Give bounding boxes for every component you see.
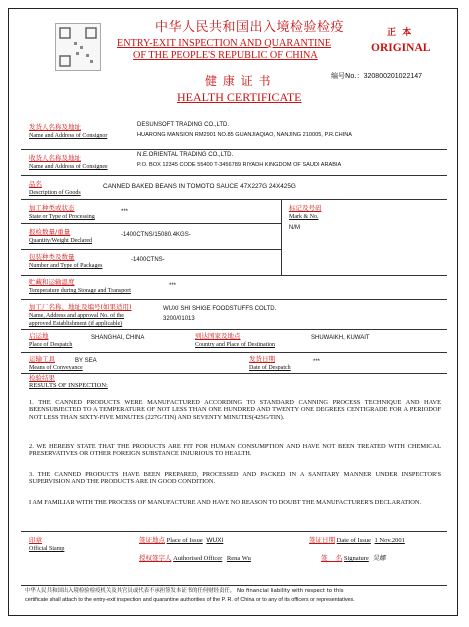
divider: [21, 199, 447, 200]
despatch-label-en: Place of Despatch: [29, 342, 73, 348]
qr-code-image: [55, 23, 101, 71]
officer-label-cn: 授权签字人: [139, 554, 172, 562]
result-item-3: 3. THE CANNED PRODUCTS HAVE BEEN PREPARED, PROCESSED AND PACKED IN A SANITARY MANNER UNDER INSPECTOR'S SUPERVISION AND THE PRODUCTS ARE IN GOOD CONDITION.: [29, 471, 441, 486]
consignor-address: HUARONG MANSION RM2901 NO.85 GUANJIAQIAO, NANJING 210005, P.R.CHINA: [137, 132, 353, 138]
authorised-officer: [139, 555, 251, 563]
despatch-date-label-en: Date of Despatch: [249, 365, 291, 371]
despatch-value: SHANGHAI, CHINA: [91, 335, 145, 341]
officer-value: Rena Wu: [226, 555, 251, 562]
divider: [21, 149, 447, 150]
processing-label-cn: 加工种类或状态: [29, 204, 75, 212]
title-chinese: 中华人民共和国出入境检验检疫: [155, 20, 345, 35]
stamp-label-cn: 印章: [29, 536, 42, 544]
storage-label-cn: 贮藏和运输温度: [29, 278, 75, 286]
results-label-en: RESULTS OF INSPECTION:: [29, 382, 108, 389]
divider: [281, 199, 282, 275]
result-item-1: 1. THE CANNED PRODUCTS WERE MANUFACTURED ACCORDING TO STANDARD CANNING PROCESS TECHNIQUE AND HAVE BEENSUBJECTED TO A TEMPERATURE OF NOT LESS THAN ONE HUNDRED AND TWENTY ONE DEGREES CENTIGRADE FOR A PERIODOF NOT LESS THAN SIXTY-FIVE MINUTES (227G/TIN) AND SEVENTY MINUTES(425G/TIN).: [29, 399, 441, 421]
establishment-label-cn: 加工厂名称、地址及编号(如果适用): [29, 303, 132, 311]
processing-value: ***: [121, 209, 129, 215]
divider: [21, 249, 281, 250]
packages-label-cn: 包装种类及数量: [29, 253, 75, 261]
signature-label-en: Signature: [343, 555, 369, 562]
consignee-label-cn: 收货人名称及地址: [29, 154, 81, 162]
cert-number-label: 编号No.：: [331, 72, 364, 80]
despatch-date-value: ***: [313, 359, 321, 365]
cert-title-english: HEALTH CERTIFICATE: [177, 90, 302, 104]
place-of-issue-label-en: Place of Issue: [166, 537, 203, 544]
packages-label-en: Number and Type of Packages: [29, 263, 103, 269]
officer-label-en: Authorised Officer: [173, 555, 223, 562]
original-mark-chinese: 正 本: [387, 28, 412, 38]
divider: [21, 299, 447, 300]
place-of-issue: [139, 537, 223, 545]
cert-title-chinese: 健 康 证 书: [205, 74, 272, 88]
goods-label-cn: 品名: [29, 180, 42, 188]
marks-value: N/M: [289, 225, 300, 231]
stamp-label-en: Official Stamp: [29, 546, 65, 552]
divider: [21, 175, 447, 176]
conveyance-label-cn: 运输工具: [29, 355, 55, 363]
place-of-issue-label-cn: 签证地点: [139, 536, 165, 544]
marks-label-cn: 标记及号码: [289, 204, 322, 212]
quantity-value: -1400CTNS/15080.4KGS-: [121, 232, 191, 238]
results-label-cn: 检验结果: [29, 374, 55, 382]
consignee-name: N.E.ORIENTAL TRADING CO.,LTD.: [137, 152, 234, 158]
consignee-label-en: Name and Address of Consignee: [29, 164, 108, 170]
consignor-label-en: Name and Address of Consignor: [29, 133, 108, 139]
divider: [21, 223, 281, 224]
date-of-issue-label-cn: 签证日期: [309, 536, 335, 544]
signature: [321, 555, 385, 563]
packages-value: -1400CTNS-: [131, 257, 165, 263]
quantity-label-en: Quantity/Weight Declared: [29, 238, 92, 244]
consignee-address: P.O. BOX 12345 CODE 55400 T-3456789 RIYADH KINGDOM OF SAUDI ARABIA: [137, 162, 342, 168]
disclaimer-line-1: 中华人民共和国出入境检验检疫机关及其官员或代表不承担签发本证书的任何财经责任。 No financial liability with respect to this: [25, 588, 344, 594]
manufacturer-declaration: I AM FAMILIAR WITH THE PROCESS OF MANUFACTURE AND HAVE NO REASON TO DOUBT THE MANUFACTURER'S DECLARATION.: [29, 499, 422, 506]
divider: [21, 329, 447, 330]
establishment-approval-no: 3200/01013: [163, 316, 195, 322]
original-mark-english: ORIGINAL: [371, 42, 431, 54]
quantity-label-cn: 报检数量/重量: [29, 228, 71, 236]
conveyance-label-en: Means of Conveyance: [29, 365, 83, 371]
divider: [21, 275, 447, 276]
despatch-label-cn: 启运地: [29, 332, 49, 340]
date-of-issue: [309, 537, 405, 545]
processing-label-en: State or Type of Processing: [29, 214, 95, 220]
establishment-label-en-2: approved Establishment (if applicable): [29, 321, 123, 327]
destination-label-en: Country and Place of Destination: [195, 342, 275, 348]
divider: [21, 585, 447, 586]
cert-number: [331, 73, 422, 80]
divider: [21, 352, 447, 353]
goods-label-en: Description of Goods: [29, 190, 81, 196]
consignor-name: DESUNSOFT TRADING CO.,LTD.: [137, 122, 230, 128]
storage-label-en: Temperature during Storage and Transport: [29, 288, 131, 294]
establishment-name: WUXI SHI SHIGE FOODSTUFFS COLTD.: [163, 306, 277, 312]
disclaimer-line-2: certificate shall attach to the entry-exit inspection and quarantine authorities of the P. R. of China or to any of its officers or representatives.: [25, 597, 355, 603]
signature-label-cn: 签 名: [321, 554, 343, 562]
divider: [21, 373, 447, 374]
conveyance-value: BY SEA: [75, 358, 97, 364]
certificate-page: [8, 8, 458, 616]
despatch-date-label-cn: 发货日期: [249, 355, 275, 363]
signature-value: 吴娜: [372, 554, 386, 562]
date-of-issue-value: 1 Nov.2001: [374, 537, 405, 544]
date-of-issue-label-en: Date of Issue: [336, 537, 371, 544]
consignor-label-cn: 发货人名称及地址: [29, 123, 81, 131]
cert-number-value: 320800201022147: [363, 73, 423, 80]
marks-label-en: Mark & No.: [289, 214, 319, 220]
storage-value: ***: [169, 283, 177, 289]
title-english-line1: ENTRY-EXIT INSPECTION AND QUARANTINE: [117, 38, 332, 49]
place-of-issue-value: WUXI: [206, 537, 224, 544]
title-english-line2: OF THE PEOPLE'S REPUBLIC OF CHINA: [133, 50, 318, 61]
destination-value: SHUWAIKH, KUWAIT: [311, 335, 370, 341]
destination-label-cn: 到达国家及地点: [195, 332, 241, 340]
result-item-2: 2. WE HEREBY STATE THAT THE PRODUCTS ARE FIT FOR HUMAN CONSUMPTION AND HAVE NOT BEEN TREATED WITH CHEMICAL PRESERVATIVES OR OTHER FOREIGN SUBSTANCE INJURIOUS TO HEALTH.: [29, 443, 441, 458]
establishment-label-en-1: Name, Address and approval No. of the: [29, 313, 124, 319]
goods-description: CANNED BAKED BEANS IN TOMOTO SAUCE 47X227G 24X425G: [103, 183, 296, 190]
divider: [21, 531, 447, 532]
